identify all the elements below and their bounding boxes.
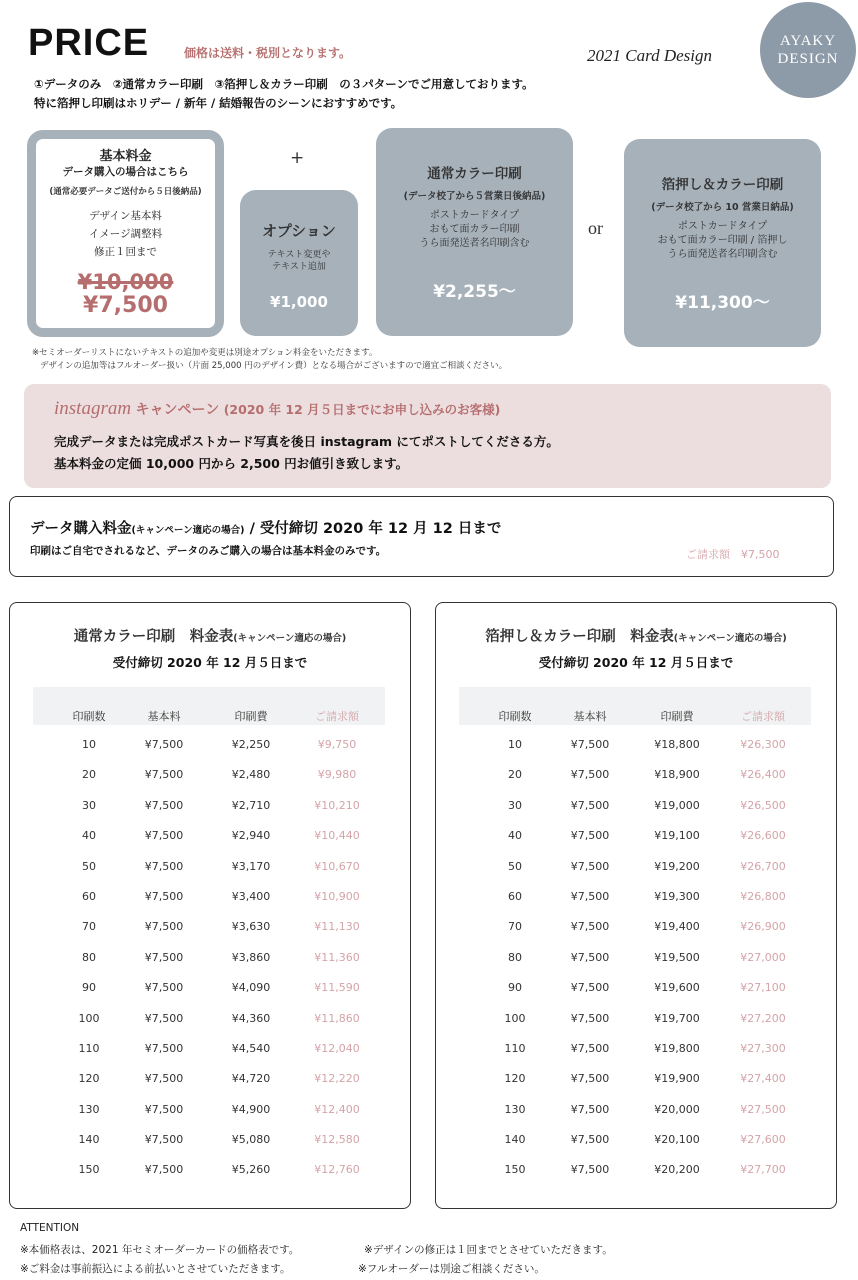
data-purchase-title-main: データ購入料金 [30,521,132,537]
normal-print-desc-line: うら面発送者名印刷含む [419,238,530,249]
cell-quantity: 90 [508,981,522,995]
cell-base-fee: ¥7,500 [570,1072,610,1086]
cell-print-fee: ¥2,710 [231,798,271,812]
cell-base-fee: ¥7,500 [144,920,184,934]
cell-print-fee: ¥2,940 [231,829,271,843]
cell-invoice: ¥10,440 [314,829,360,843]
design-year: 2021 Card Design [587,46,712,65]
normal-print-desc [376,209,573,251]
foil-print-desc-line: うら面発送者名印刷含む [667,249,778,260]
cell-invoice: ¥27,400 [740,1072,786,1086]
cell-quantity: 80 [508,950,522,964]
cell-base-fee: ¥7,500 [570,920,610,934]
cell-print-fee: ¥3,630 [231,920,271,934]
table-title-small: (キャンペーン適応の場合) [673,633,787,644]
cell-base-fee: ¥7,500 [570,1102,610,1116]
header-cell: 基本料 [147,710,181,723]
fine-print-1: ※セミオーダーリストにないテキストの追加や変更は別途オプション料金をいただきます。 [32,348,378,358]
basic-note: (通常必要データご送付から５日後納品) [49,187,202,197]
data-purchase-title-small: (キャンペーン適応の場合) [131,525,245,536]
cell-invoice: ¥26,600 [740,829,786,843]
header-cell: 印刷費 [234,710,268,723]
table-row [33,1068,385,1098]
cell-print-fee: ¥18,800 [654,738,700,751]
cell-quantity: 50 [82,859,96,873]
attention-heading: ATTENTION [20,1222,80,1234]
attention-note: ※フルオーダーは別途ご相談ください。 [358,1263,545,1275]
table-row [33,1038,385,1068]
cell-invoice: ¥12,760 [314,1163,360,1177]
option-desc [240,249,358,273]
normal-print-price-table [9,602,411,1209]
intro-line-2: 特に箔押し印刷はホリデー / 新年 / 結婚報告のシーンにおすすめです。 [34,96,403,110]
table-title [10,625,410,646]
cell-base-fee: ¥7,500 [144,1163,184,1177]
cell-print-fee: ¥18,900 [654,768,700,782]
cell-quantity: 100 [504,1011,526,1025]
cell-invoice: ¥11,130 [314,920,360,934]
table-row [459,856,811,886]
table-title [436,625,836,646]
data-purchase-title [30,517,501,538]
header-cell: 印刷費 [660,710,694,723]
cell-quantity: 70 [508,920,522,934]
cell-print-fee: ¥5,260 [231,1163,271,1177]
cell-invoice: ¥26,500 [740,798,786,812]
cell-invoice: ¥9,980 [317,768,357,782]
foil-print-desc [624,220,821,262]
cell-print-fee: ¥20,200 [654,1163,700,1177]
cell-base-fee: ¥7,500 [144,829,184,843]
basic-item: 修正１回まで [94,246,157,258]
normal-print-desc-line: おもて面カラー印刷 [429,224,520,235]
cell-quantity: 130 [504,1102,526,1116]
attention-note: ※本価格表は、2021 年セミオーダーカードの価格表です。 [20,1244,300,1256]
cell-print-fee: ¥19,600 [654,981,700,995]
cell-base-fee: ¥7,500 [570,981,610,995]
table-row [459,764,811,794]
basic-sub: データ購入の場合はこちら [62,166,189,178]
cell-print-fee: ¥5,080 [231,1133,271,1147]
cell-quantity: 20 [508,768,522,782]
cell-base-fee: ¥7,500 [144,889,184,903]
cell-print-fee: ¥2,480 [231,768,271,782]
table-row [459,1008,811,1038]
option-price: ¥1,000 [270,293,328,311]
cell-print-fee: ¥3,400 [231,889,271,903]
table-header [459,687,811,725]
cell-base-fee: ¥7,500 [570,1011,610,1025]
cell-invoice: ¥10,670 [314,859,360,873]
campaign-line-1: 完成データまたは完成ポストカード写真を後日 instagram にてポストしてくださる方。 [54,434,559,449]
cell-quantity: 130 [78,1102,100,1116]
cell-invoice: ¥10,900 [314,889,360,903]
cell-quantity: 140 [78,1133,100,1147]
cell-quantity: 100 [78,1011,100,1025]
cell-quantity: 40 [508,829,522,843]
cell-invoice: ¥9,750 [317,738,357,751]
foil-print-price: ¥11,300〜 [675,293,770,313]
header-cell: 印刷数 [72,710,106,723]
cell-quantity: 10 [508,738,522,751]
table-row [33,764,385,794]
cell-invoice: ¥12,040 [314,1041,360,1055]
cell-base-fee: ¥7,500 [570,798,610,812]
table-row [459,1068,811,1098]
cell-base-fee: ¥7,500 [570,1133,610,1147]
table-row [459,916,811,946]
cell-base-fee: ¥7,500 [570,1163,610,1177]
campaign-period: (2020 年 12 月５日までにお申し込みのお客様) [223,402,501,417]
cell-print-fee: ¥19,000 [654,798,700,812]
table-row [33,916,385,946]
table-title-main: 通常カラー印刷 料金表 [73,629,234,645]
cell-invoice: ¥26,800 [740,889,786,903]
cell-print-fee: ¥4,540 [231,1041,271,1055]
header-cell: 基本料 [573,710,607,723]
cell-invoice: ¥27,100 [740,981,786,995]
cell-invoice: ¥26,700 [740,859,786,873]
fine-print-2: デザインの追加等はフルオーダー扱い（片面 25,000 円のデザイン費）となる場合がございますので適宜ご相談ください。 [40,361,508,371]
cell-print-fee: ¥4,090 [231,981,271,995]
header-cell: ご請求額 [741,710,785,723]
cell-print-fee: ¥20,100 [654,1133,700,1147]
foil-print-desc-line: ポストカードタイプ [677,221,768,232]
cell-quantity: 60 [82,889,96,903]
cell-invoice: ¥27,600 [740,1133,786,1147]
cell-print-fee: ¥3,860 [231,950,271,964]
option-heading: オプション [262,222,336,240]
cell-base-fee: ¥7,500 [144,859,184,873]
cell-base-fee: ¥7,500 [570,768,610,782]
cell-invoice: ¥11,360 [314,950,360,964]
cell-invoice: ¥27,200 [740,1011,786,1025]
campaign-title [54,398,500,420]
cell-print-fee: ¥19,400 [654,920,700,934]
table-row [459,795,811,825]
foil-print-heading: 箔押し＆カラー印刷 [661,177,784,193]
table-row [33,1129,385,1159]
table-title-main: 箔押し＆カラー印刷 料金表 [485,629,674,645]
cell-quantity: 150 [78,1163,100,1177]
cell-quantity: 110 [78,1041,100,1055]
option-card [240,190,358,336]
cell-print-fee: ¥3,170 [231,859,271,873]
basic-item: デザイン基本料 [89,210,162,222]
brand-logo [760,2,856,98]
table-row [33,977,385,1007]
cell-quantity: 20 [82,768,96,782]
cell-quantity: 50 [508,859,522,873]
basic-price-card [27,130,224,337]
table-deadline: 受付締切 2020 年 12 月５日まで [538,655,734,670]
cell-invoice: ¥26,400 [740,768,786,782]
campaign-label: キャンペーン [135,402,220,418]
table-row [459,886,811,916]
cell-quantity: 140 [504,1133,526,1147]
cell-print-fee: ¥19,900 [654,1072,700,1086]
cell-quantity: 110 [504,1041,526,1055]
option-desc-line: テキスト変更や [267,250,331,260]
cell-base-fee: ¥7,500 [144,1041,184,1055]
cell-base-fee: ¥7,500 [144,1072,184,1086]
table-row [33,886,385,916]
table-body [33,734,385,1190]
cell-base-fee: ¥7,500 [144,950,184,964]
table-row [459,1129,811,1159]
cell-quantity: 40 [82,829,96,843]
table-header [33,687,385,725]
cell-quantity: 10 [82,738,96,751]
table-deadline: 受付締切 2020 年 12 月５日まで [112,655,308,670]
cell-invoice: ¥11,860 [314,1011,360,1025]
cell-invoice: ¥27,500 [740,1102,786,1116]
normal-print-desc-line: ポストカードタイプ [429,210,520,221]
normal-print-price: ¥2,255〜 [433,282,516,302]
data-purchase-box [9,496,834,577]
table-row [459,1099,811,1129]
table-row [459,825,811,855]
table-row [33,1159,385,1189]
intro-line-1: ①データのみ ②通常カラー印刷 ③箔押し＆カラー印刷 の３パターンでご用意しております。 [34,77,534,91]
normal-print-card [376,128,573,336]
cell-invoice: ¥12,400 [314,1102,360,1116]
logo-line1: AYAKY [779,33,837,49]
attention-note: ※ご料金は事前振込による前払いとさせていただきます。 [20,1263,291,1275]
cell-base-fee: ¥7,500 [570,738,610,751]
cell-base-fee: ¥7,500 [570,1041,610,1055]
cell-base-fee: ¥7,500 [144,1133,184,1147]
table-row [33,795,385,825]
basic-old-price: ¥10,000 [77,270,174,294]
cell-invoice: ¥26,300 [740,738,786,751]
cell-invoice: ¥27,700 [740,1163,786,1177]
cell-print-fee: ¥4,720 [231,1072,271,1086]
table-row [33,734,385,764]
foil-print-card [624,139,821,347]
table-row [33,856,385,886]
table-row [459,947,811,977]
table-row [33,825,385,855]
cell-quantity: 150 [504,1163,526,1177]
data-purchase-deadline: / 受付締切 2020 年 12 月 12 日まで [249,521,502,537]
cell-base-fee: ¥7,500 [144,798,184,812]
cell-print-fee: ¥19,800 [654,1041,700,1055]
cell-base-fee: ¥7,500 [144,981,184,995]
basic-heading: 基本料金 [99,149,152,164]
cell-print-fee: ¥2,250 [231,738,271,751]
cell-invoice: ¥27,300 [740,1041,786,1055]
campaign-banner [24,384,831,488]
cell-quantity: 30 [82,798,96,812]
option-desc-line: テキスト追加 [272,262,326,272]
cell-print-fee: ¥19,300 [654,889,700,903]
cell-base-fee: ¥7,500 [570,889,610,903]
cell-base-fee: ¥7,500 [570,829,610,843]
cell-invoice: ¥27,000 [740,950,786,964]
table-row [459,977,811,1007]
table-row [459,1159,811,1189]
cell-print-fee: ¥19,200 [654,859,700,873]
cell-quantity: 60 [508,889,522,903]
table-row [33,1099,385,1129]
foil-print-price-table [435,602,837,1209]
cell-base-fee: ¥7,500 [570,859,610,873]
cell-base-fee: ¥7,500 [144,1102,184,1116]
data-purchase-desc: 印刷はご自宅でされるなど、データのみご購入の場合は基本料金のみです。 [30,545,387,557]
table-row [33,1008,385,1038]
page-title: PRICE [28,22,150,64]
cell-quantity: 70 [82,920,96,934]
cell-base-fee: ¥7,500 [144,768,184,782]
header-cell: 印刷数 [498,710,532,723]
basic-item-list [36,207,215,261]
normal-print-sub: (データ校了から５営業日後納品) [403,191,546,202]
instagram-word: instagram [54,398,132,419]
foil-print-desc-line: おもて面カラー印刷 / 箔押し [657,235,788,246]
data-purchase-invoice: ご請求額 ¥7,500 [686,548,780,561]
cell-quantity: 120 [78,1072,100,1086]
campaign-line-2: 基本料金の定価 10,000 円から 2,500 円お値引き致します。 [54,456,409,471]
cell-invoice: ¥10,210 [314,798,360,812]
table-body [459,734,811,1190]
basic-item: イメージ調整料 [88,228,163,240]
cell-print-fee: ¥19,500 [654,950,700,964]
cell-print-fee: ¥19,700 [654,1011,700,1025]
basic-new-price: ¥7,500 [83,293,168,318]
or-label: or [588,218,603,238]
cell-quantity: 120 [504,1072,526,1086]
cell-invoice: ¥11,590 [314,981,360,995]
cell-print-fee: ¥20,000 [654,1102,700,1116]
cell-print-fee: ¥19,100 [654,829,700,843]
tax-note: 価格は送料・税別となります。 [184,46,352,60]
table-row [459,1038,811,1068]
foil-print-sub: (データ校了から 10 営業日納品) [651,202,794,213]
cell-invoice: ¥26,900 [740,920,786,934]
plus-sign: + [290,148,305,168]
table-title-small: (キャンペーン適応の場合) [233,633,347,644]
cell-quantity: 30 [508,798,522,812]
table-row [459,734,811,764]
cell-base-fee: ¥7,500 [570,950,610,964]
cell-invoice: ¥12,580 [314,1133,360,1147]
cell-print-fee: ¥4,360 [231,1011,271,1025]
cell-base-fee: ¥7,500 [144,1011,184,1025]
attention-note: ※デザインの修正は１回までとさせていただきます。 [364,1244,613,1256]
cell-quantity: 90 [82,981,96,995]
cell-print-fee: ¥4,900 [231,1102,271,1116]
table-row [33,947,385,977]
cell-base-fee: ¥7,500 [144,738,184,751]
cell-quantity: 80 [82,950,96,964]
cell-invoice: ¥12,220 [314,1072,360,1086]
header-cell: ご請求額 [315,710,359,723]
logo-line2: DESIGN [777,51,839,67]
normal-print-heading: 通常カラー印刷 [427,166,522,182]
